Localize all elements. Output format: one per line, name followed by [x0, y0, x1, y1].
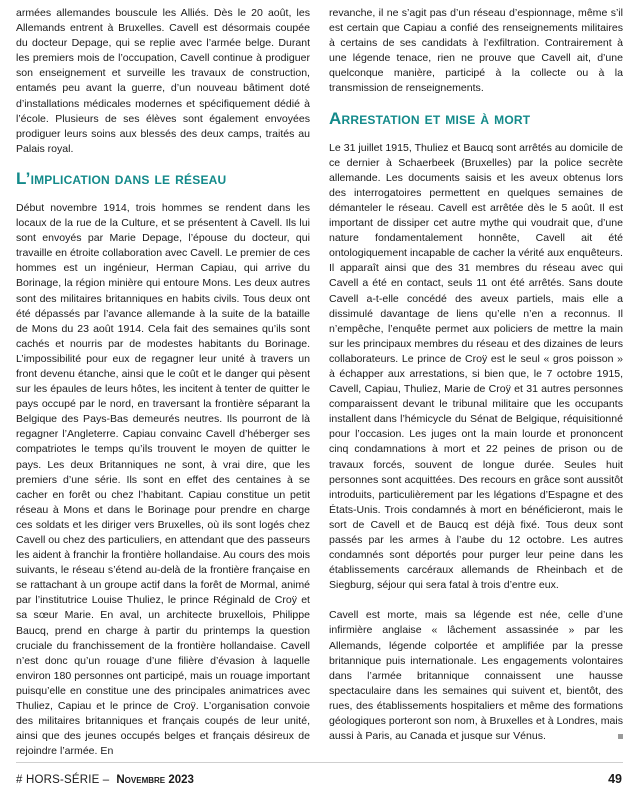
footer-rule: [16, 762, 623, 763]
right-paragraph-2: Le 31 juillet 1915, Thuliez et Baucq sont arrêtés au domicile de ce dernier à Schaerbeek (Bruxelles) par la police secrète allemande. Les documents saisis et les aveux obtenus lors des interrogatoires permettent en quelques semaines de démanteler le réseau. Cavell est arrêtée dès le 5 août. Il est important de dissiper cet autre mythe qui voudrait que, d’une nature fondamentalement honnête, Cavell ait été ontologiquement incapable de cacher la vérité aux enquêteurs. Il apparaît ainsi que des 31 membres du réseau avec qui Cavell a été en contact, seuls 11 ont été arrêtés. Sans doute Cavell a-t-elle concédé des aveux partiels, mais elle a dissimulé davantage de liens qu’elle n’en a reconnus. Il n’empêche, l’enquête permet aux policiers de mettre la main sur les principaux membres du réseau et des dizaines de leurs collaborateurs. Le prince de Croÿ est le seul « gros poisson » à échapper aux arrestations, si bien que, le 7 octobre 1915, Cavell, Capiau, Thuliez, Marie de Croÿ et 31 autres personnes comparaissent devant le tribunal militaire que les occupants installent dans l’hémicycle du Sénat de Belgique, réquisitionné pour l’occasion. Les juges ont la main lourde et prononcent cinq condamnations à mort et 22 peines de prison ou de travaux forcés, souvent de longue durée. Seules huit personnes sont acquittées. Des recours en grâce sont aussitôt introduits, particulièrement par les légations d’Espagne et des États-Unis. Trois condamnés à mort en bénéficieront, mais le sort de Cavell et de Baucq est déjà fixé. Tous deux sont passés par les armes à l’aube du 12 octobre. Les autres condamnés sont déportés pour purger leur peine dans les établissements carcéraux allemands de Rheinbach et de Siegburg, séjour qui sera fatal à trois d’entre eux.: [329, 141, 623, 592]
footer-date: Novembre 2023: [116, 774, 194, 786]
right-column: [329, 6, 623, 744]
right-paragraph-3-text: Cavell est morte, mais sa légende est née, celle d’une infirmière anglaise « lâchement assassinée » par les Allemands, légende colportée et amplifiée par la presse britannique puis internationale. Les engagements volontaires dans l’armée britannique connaissent une hausse spectaculaire dans les semaines qui suivent et, bientôt, des rues, des établissements hospitaliers et même des formations géologiques porteront son nom, à Bruxelles et à Londres, mais aussi à Paris, au Canada et jusque sur Vénus.: [329, 609, 623, 743]
footer-separator: –: [102, 774, 110, 786]
page-number: 49: [608, 772, 622, 786]
footer-issue-info: [16, 773, 194, 787]
section-heading-arrestation: Arrestation et mise à mort: [329, 108, 531, 128]
right-paragraph-1: revanche, il ne s’agit pas d’un réseau d’espionnage, même s’il est certain que Capiau a confié des renseignements militaires à certains de ses candidats à l’exfiltration. Contrairement à une légende tenace, rien ne prouve que Cavell ait, d’une quelconque manière, participé à la collecte ou à la transmission de renseignements.: [329, 7, 623, 95]
left-paragraph-1: armées allemandes bouscule les Alliés. Dès le 20 août, les Allemands entrent à Bruxelles. Cavell est désormais coupée du docteur Depage, qui se replie avec l’armée belge. Durant les premiers mois de l’occupation, Cavell continue à prodiguer son enseignement et surveille les travaux de construction, entamés peu avant la guerre, d’un nouveau bâtiment doté d’installations médicales modernes et spécifiquement dédié à l’école. Plusieurs de ses élèves sont également envoyées prodiguer leurs soins aux blessés des deux camps, traités au Palais royal.: [16, 7, 310, 155]
footer-issue: # HORS-SÉRIE: [16, 774, 100, 786]
left-paragraph-2: Début novembre 1914, trois hommes se rendent dans les locaux de la rue de la Culture, et se présentent à Cavell. Ils lui sont envoyés par Marie Depage, l’épouse du docteur, qui travaille en étroite collaboration avec Cavell. Le premier de ces hommes est un ingénieur, Herman Capiau, qui arrive du Borinage, la région minière qui entoure Mons. Les deux autres sont des militaires britanniques en habits civils. Tous deux ont été dépassés par l’avance allemande à la suite de la bataille de Mons du 23 août 1914. Cela fait des semaines qu’ils sont cachés et nourris par de modestes habitants du Borinage. L’impossibilité pour eux de regagner leur unité à travers un front devenu étanche, ainsi que le coût et le danger qui pèsent sur les épaules de leurs hôtes, les incitent à tenter de quitter le pays occupé par le nord, en traversant la frontière séparant la Belgique des Pays-Bas demeurés neutres. Ils pourront de là regagner l’Angleterre. Capiau convainc Cavell d’héberger ses compatriotes le temps qu’ils trouvent le moyen de quitter le pays. Les deux Britanniques ne sont, à vrai dire, que les premiers d’une série. Ils sont en effet des centaines à se cacher en forêt ou chez l’habitant. Capiau constitue un petit réseau à Mons et dans le Borinage pour prendre en charge ces soldats et les diriger vers Bruxelles, où ils sont logés chez Cavell ou chez des particuliers, en attendant que des passeurs les aident à franchir la frontière hollandaise. Au cours des mois suivants, le réseau s’étend au-delà de la frontière française en se rattachant à un groupe actif dans la forêt de Mormal, animé par l’institutrice Louise Thuliez, le prince Réginald de Croÿ et sa sœur Marie. En aval, un architecte bruxellois, Philippe Baucq, prend en charge à partir du printemps la question cruciale du franchissement de la frontière hollandaise. Cavell n’est donc qu’un rouage d’une filière d’évasion à laquelle environ 180 personnes ont participé, mais un rouage important puisqu’elle en constitue une des principales animatrices avec Thuliez, Capiau et le prince de Croÿ. L’organisation convoie des militaires britanniques et français coupés de leur unité, ainsi que des jeunes occupés belges et français désireux de rejoindre l’armée. En: [16, 201, 310, 758]
section-heading-implication: L’implication dans le réseau: [16, 168, 227, 188]
right-paragraph-3: [329, 608, 623, 744]
left-column: [16, 6, 310, 759]
end-of-article-mark: [618, 734, 623, 739]
